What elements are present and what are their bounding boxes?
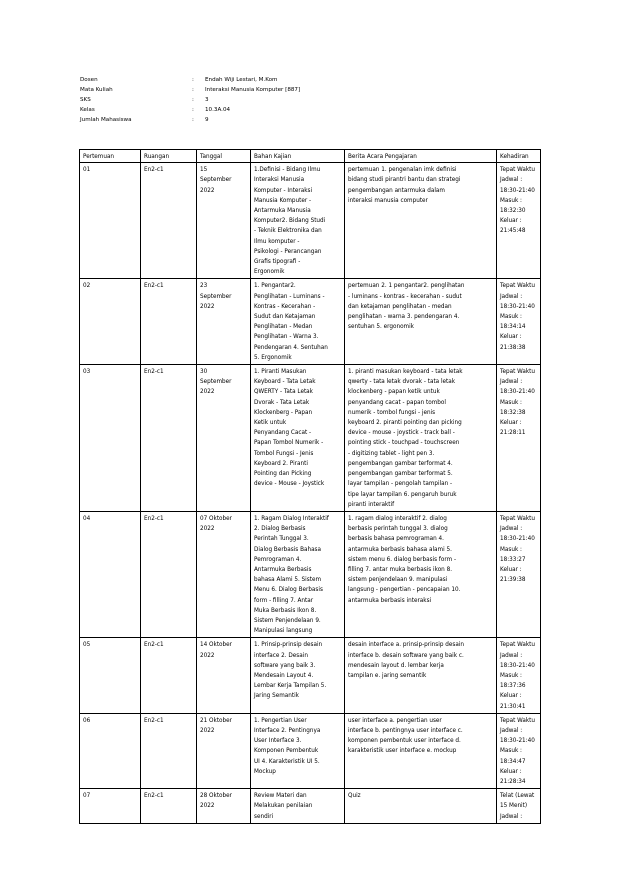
table-row — [80, 279, 541, 365]
info-separator: : — [192, 77, 194, 83]
table-row — [80, 163, 541, 279]
cell-tanggal: 07 Oktober 2022 — [197, 511, 251, 637]
cell-berita-acara: desain interface a. prinsip-prinsip desain interface b. desain software yang baik c. mendesain layout d. lembar kerja tampilan e. jaring semantik — [345, 638, 497, 713]
table-row — [80, 638, 541, 713]
cell-bahan-kajian: 1. Ragam Dialog Interaktif 2. Dialog Berbasis Perintah Tunggal 3. Dialog Berbasis Bahasa Pemrograman 4. Antarmuka Berbasis bahasa Alami 5. Sistem Menu 6. Dialog Berbasis form - filling 7. Antar Muka Berbasis Ikon 8. Sistem Penjendelaan 9. Manipulasi langsung — [251, 511, 345, 637]
cell-tanggal: 14 Oktober 2022 — [197, 638, 251, 713]
info-value: Endah Wiji Lestari, M.Kom — [205, 77, 278, 83]
info-value: Interaksi Manusia Komputer [887] — [205, 87, 301, 93]
cell-kehadiran: Tepat Waktu Jadwal : 18:30-21:40 Masuk : 18:34:47 Keluar : 21:28:34 — [497, 713, 541, 788]
cell-tanggal: 28 Oktober 2022 — [197, 789, 251, 824]
info-separator: : — [192, 107, 194, 113]
info-row-mata-kuliah — [80, 85, 300, 95]
info-row-kelas — [80, 105, 300, 115]
cell-pertemuan: 02 — [80, 279, 141, 365]
info-separator: : — [192, 87, 194, 93]
cell-kehadiran: Tepat Waktu Jadwal : 18:30-21:40 Masuk : 18:32:30 Keluar : 21:45:48 — [497, 163, 541, 279]
info-value: 3 — [205, 97, 209, 103]
cell-berita-acara: user interface a. pengertian user interface b. pentingnya user interface c. komponen pembentuk user interface d. karakteristik user interface e. mockup — [345, 713, 497, 788]
cell-bahan-kajian: 1. Prinsip-prinsip desain interface 2. Desain software yang baik 3. Mendesain Layout 4. Lembar Kerja Tampilan 5. Jaring Semantik — [251, 638, 345, 713]
cell-bahan-kajian: 1. Pengertian User Interface 2. Pentingnya User Interface 3. Komponen Pembentuk UI 4. Karakteristik UI 5. Mockup — [251, 713, 345, 788]
info-label: Dosen — [80, 77, 98, 83]
cell-kehadiran: Tepat Waktu Jadwal : 18:30-21:40 Masuk : 18:34:14 Keluar : 21:38:38 — [497, 279, 541, 365]
cell-tanggal: 23 September 2022 — [197, 279, 251, 365]
info-row-dosen — [80, 75, 300, 85]
cell-berita-acara: Quiz — [345, 789, 497, 824]
info-label: Kelas — [80, 107, 95, 113]
cell-kehadiran: Telat (Lewat 15 Menit) Jadwal : — [497, 789, 541, 824]
cell-ruangan: En2-c1 — [141, 713, 197, 788]
info-label: SKS — [80, 97, 91, 103]
cell-ruangan: En2-c1 — [141, 279, 197, 365]
info-label: Jumlah Mahasiswa — [80, 117, 132, 123]
cell-tanggal: 15 September 2022 — [197, 163, 251, 279]
header-pertemuan: Pertemuan — [80, 150, 141, 163]
table-header-row — [80, 150, 541, 163]
cell-ruangan: En2-c1 — [141, 789, 197, 824]
cell-ruangan: En2-c1 — [141, 163, 197, 279]
cell-berita-acara: 1. piranti masukan keyboard - tata letak qwerty - tata letak dvorak - tata letak klockenberg - papan ketik untuk penyandang cacat - papan tombol numerik - tombol fungsi - jenis keyboard 2. piranti pointing dan picking device - mouse - joystick - track ball - pointing stick - touchpad - touchscreen - digitizing tablet - light pen 3. pengembangan gambar terformat 4. pengembangan gambar terformat 5. layar tampilan - pengolah tampilan - tipe layar tampilan 6. pengaruh buruk piranti interaktif — [345, 365, 497, 512]
header-berita-acara: Berita Acara Pengajaran — [345, 150, 497, 163]
cell-bahan-kajian: 1. Pengantar2. Penglihatan - Luminans - Kontras - Kecerahan - Sudut dan Ketajaman Penglihatan - Medan Penglihatan - Warna 3. Pendengaran 4. Sentuhan 5. Ergonomik — [251, 279, 345, 365]
cell-ruangan: En2-c1 — [141, 511, 197, 637]
info-value: 9 — [205, 117, 209, 123]
cell-pertemuan: 06 — [80, 713, 141, 788]
cell-tanggal: 21 Oktober 2022 — [197, 713, 251, 788]
cell-ruangan: En2-c1 — [141, 365, 197, 512]
cell-berita-acara: 1. ragam dialog interaktif 2. dialog berbasis perintah tunggal 3. dialog berbasis bahasa pemrograman 4. antarmuka berbasis bahasa alami 5. sistem menu 6. dialog berbasis form - filling 7. antar muka berbasis ikon 8. sistem penjendelaan 9. manipulasi langsung - pengertian - pencapaian 10. antarmuka berbasis interaksi — [345, 511, 497, 637]
cell-ruangan: En2-c1 — [141, 638, 197, 713]
cell-kehadiran: Tepat Waktu Jadwal : 18:30-21:40 Masuk : 18:32:38 Keluar : 21:28:11 — [497, 365, 541, 512]
cell-bahan-kajian: Review Materi dan Melakukan penilaian sendiri — [251, 789, 345, 824]
header-ruangan: Ruangan — [141, 150, 197, 163]
course-info — [80, 75, 300, 125]
info-value: 10.3A.04 — [205, 107, 231, 113]
cell-pertemuan: 04 — [80, 511, 141, 637]
info-separator: : — [192, 117, 194, 123]
cell-pertemuan: 07 — [80, 789, 141, 824]
table-row — [80, 511, 541, 637]
table-row — [80, 365, 541, 512]
cell-berita-acara: pertemuan 2. 1 pengantar2. penglihatan - luminans - kontras - kecerahan - sudut dan ketajaman penglihatan - medan penglihatan - warna 3. pendengaran 4. sentuhan 5. ergonomik — [345, 279, 497, 365]
table-row — [80, 713, 541, 788]
info-separator: : — [192, 97, 194, 103]
info-row-sks — [80, 95, 300, 105]
cell-tanggal: 30 September 2022 — [197, 365, 251, 512]
info-row-jumlah-mahasiswa — [80, 115, 300, 125]
cell-kehadiran: Tepat Waktu Jadwal : 18:30-21:40 Masuk : 18:33:27 Keluar : 21:39:38 — [497, 511, 541, 637]
header-tanggal: Tanggal — [197, 150, 251, 163]
cell-pertemuan: 05 — [80, 638, 141, 713]
cell-pertemuan: 01 — [80, 163, 141, 279]
cell-bahan-kajian: 1. Piranti Masukan Keyboard - Tata Letak QWERTY - Tata Letak Dvorak - Tata Letak Klockenberg - Papan Ketik untuk Penyandang Cacat - Papan Tombol Numerik - Tombol Fungsi - Jenis Keyboard 2. Piranti Pointing dan Picking device - Mouse - Joystick — [251, 365, 345, 512]
cell-kehadiran: Tepat Waktu Jadwal : 18:30-21:40 Masuk : 18:37:36 Keluar : 21:30:41 — [497, 638, 541, 713]
cell-bahan-kajian: 1.Definisi - Bidang Ilmu Interaksi Manusia Komputer - Interaksi Manusia Komputer - Antarmuka Manusia Komputer2. Bidang Studi - Teknik Elektronika dan Ilmu komputer - Psikologi - Perancangan Grafis tipografi - Ergonomik — [251, 163, 345, 279]
table-row — [80, 789, 541, 824]
header-kehadiran: Kehadiran — [497, 150, 541, 163]
info-label: Mata Kuliah — [80, 87, 113, 93]
cell-berita-acara: pertemuan 1. pengenalan imk definisi bidang studi pirantri bantu dan strategi pengembangan antarmuka dalam interaksi manusia computer — [345, 163, 497, 279]
schedule-table — [79, 149, 541, 824]
cell-pertemuan: 03 — [80, 365, 141, 512]
header-bahan-kajian: Bahan Kajian — [251, 150, 345, 163]
